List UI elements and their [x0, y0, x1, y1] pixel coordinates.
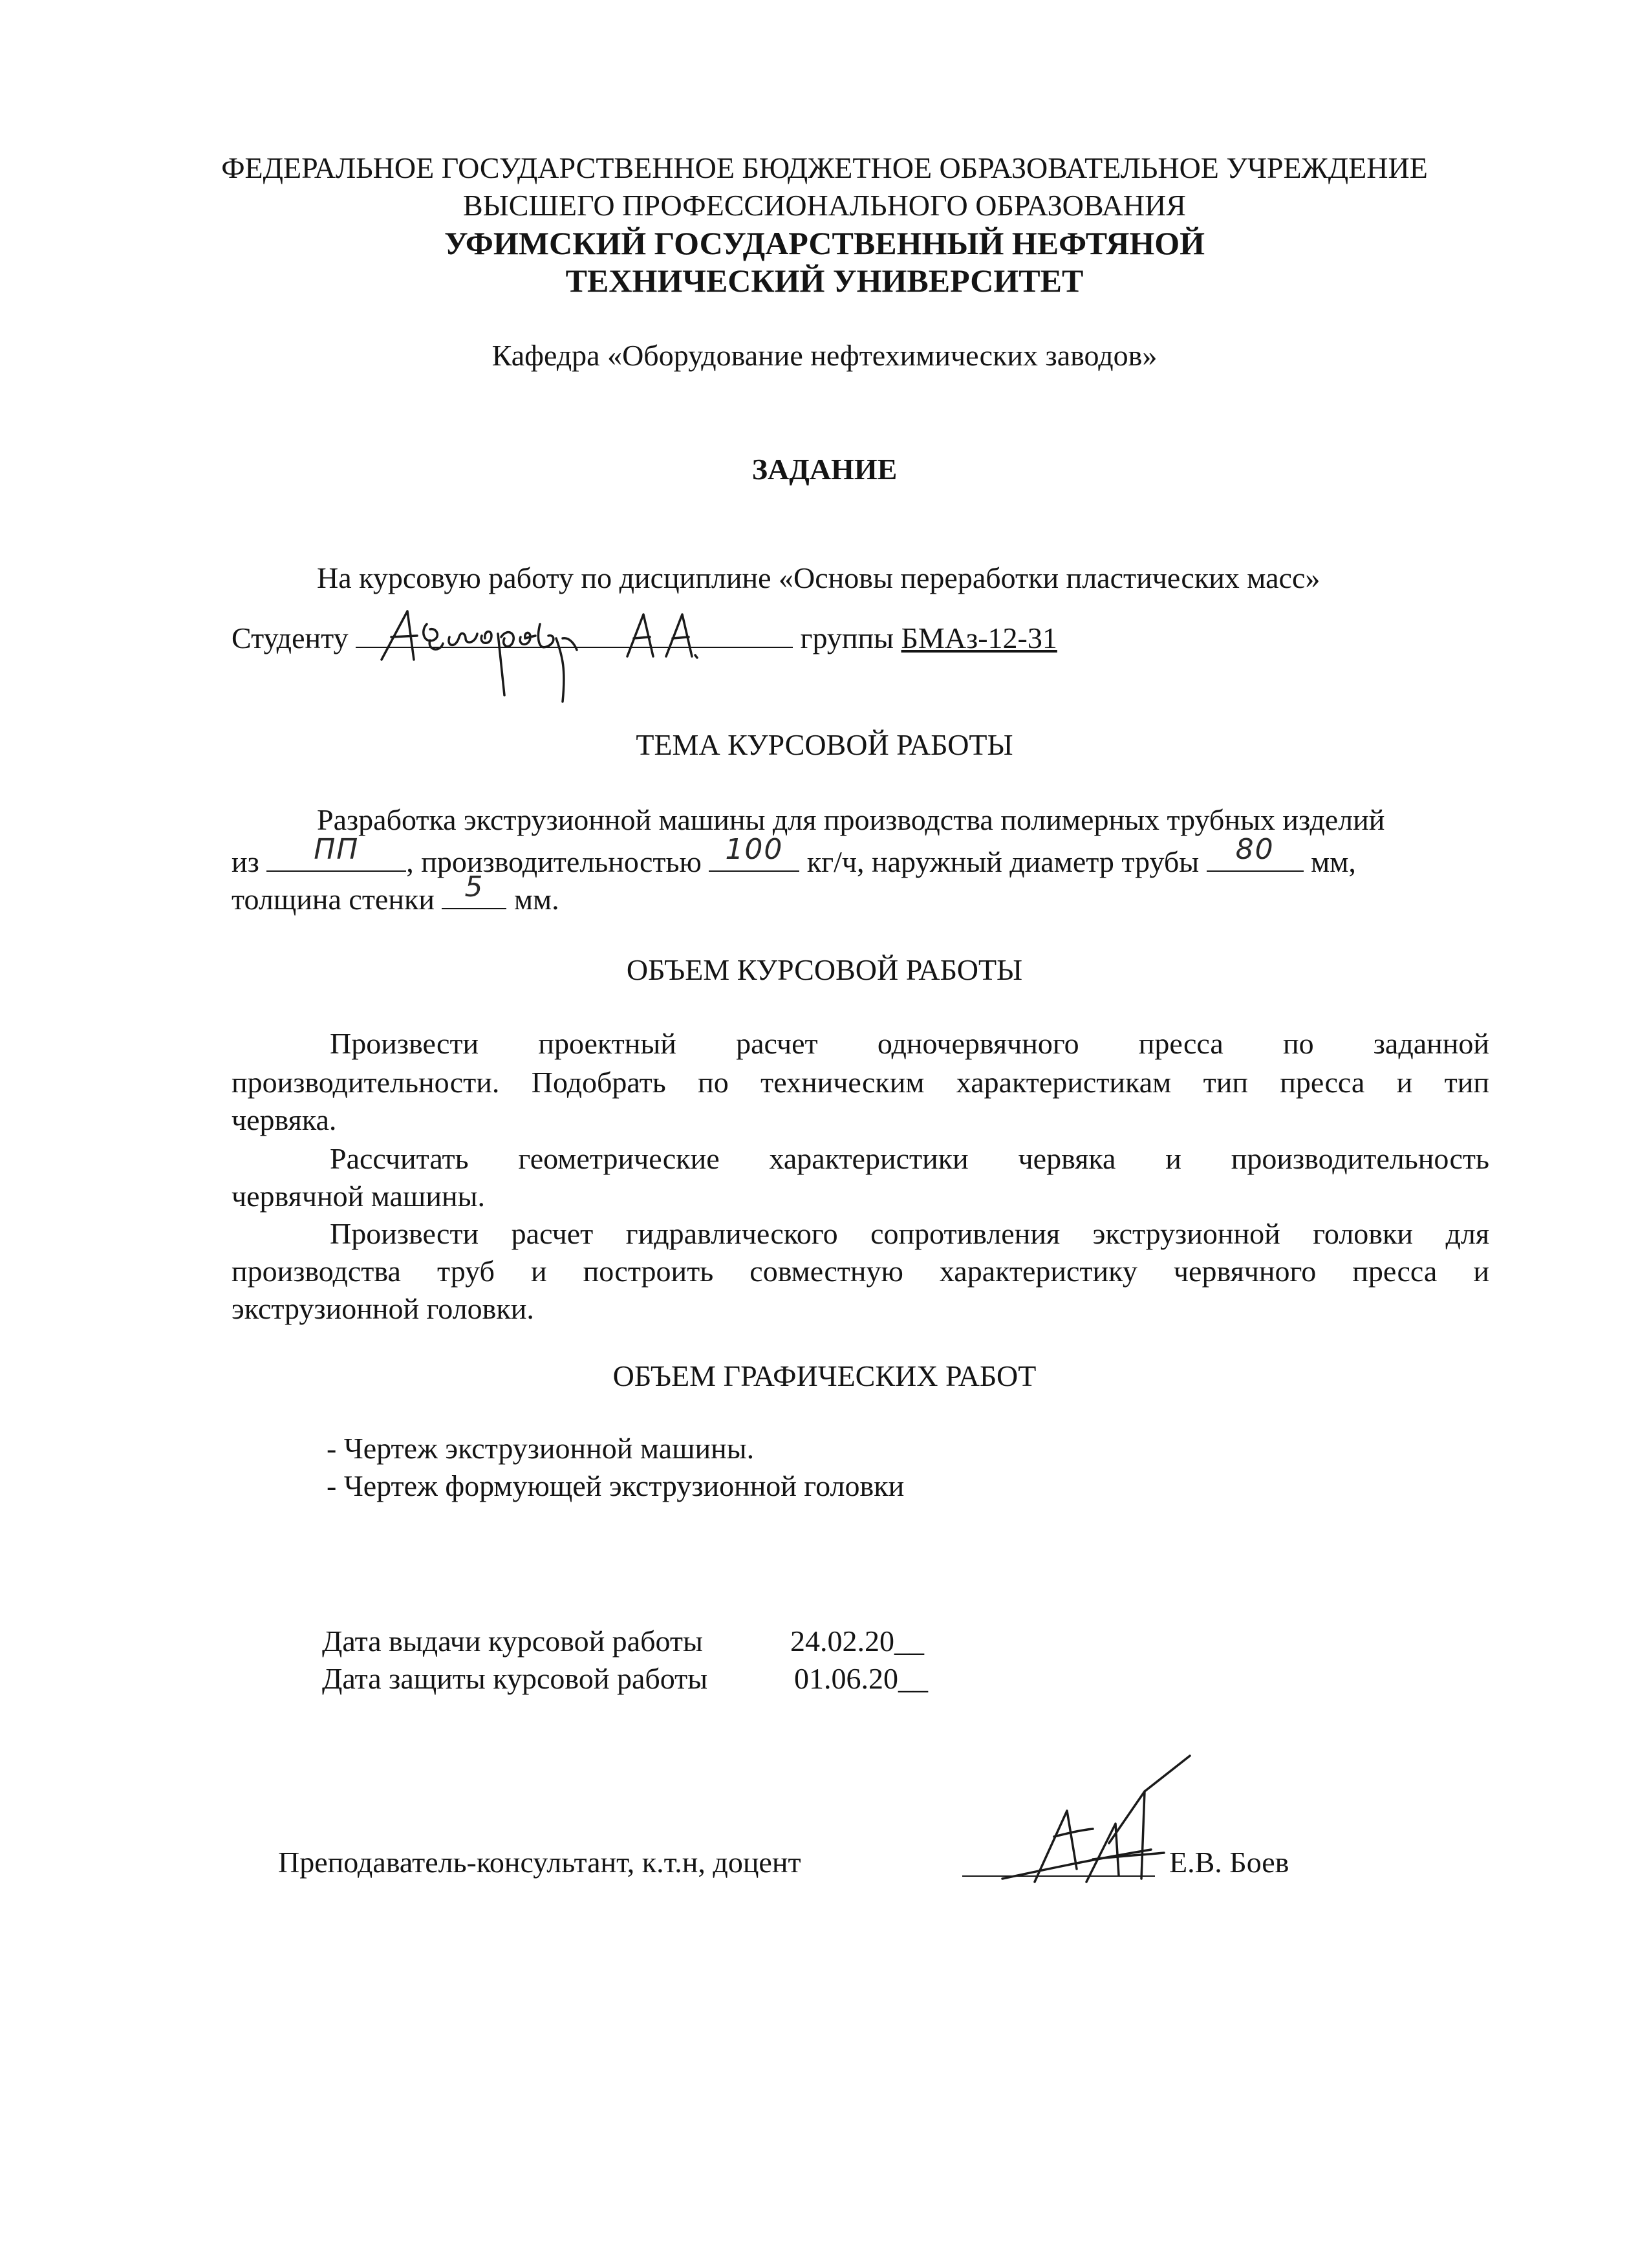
group-value: БМАз-12-31 [901, 621, 1057, 654]
issue-date-label: Дата выдачи курсовой работы [322, 1625, 703, 1658]
material-value: ПП [314, 833, 360, 866]
signature-name: Е.В. Боев [1169, 1846, 1289, 1879]
wall-value: 5 [464, 870, 484, 903]
diameter-unit: мм, [1311, 845, 1356, 878]
university-name-line2: ТЕХНИЧЕСКИЙ УНИВЕРСИТЕТ [565, 263, 1084, 299]
group-label: группы [800, 621, 894, 654]
material-field [266, 833, 406, 872]
wall-label: толщина стенки [232, 883, 435, 916]
graphics-heading: ОБЪЕМ ГРАФИЧЕСКИХ РАБОТ [612, 1359, 1037, 1392]
graphics-item-2: - Чертеж формующей экструзионной головки [327, 1469, 905, 1502]
topic-line2 [232, 833, 1356, 880]
department: Кафедра «Оборудование нефтехимических заводов» [491, 339, 1158, 372]
topic-line3 [232, 870, 559, 918]
diameter-value: 80 [1235, 833, 1275, 866]
productivity-label: , производительностью [406, 845, 702, 878]
scope-p2-line1: Рассчитать геометрические характеристики червяка и производительность [330, 1142, 1489, 1175]
wall-unit: мм. [513, 883, 559, 916]
topic-line1: Разработка экструзионной машины для производства полимерных трубных изделий [317, 803, 1385, 836]
topic-heading: ТЕМА КУРСОВОЙ РАБОТЫ [636, 728, 1013, 761]
productivity-field [709, 833, 799, 872]
issue-date-value: 24.02.20__ [790, 1625, 924, 1658]
scope-p1-line3: червяка. [232, 1103, 337, 1136]
scope-p1-line1: Произвести проектный расчет одночервячного пресса по заданной [330, 1027, 1489, 1060]
productivity-unit: кг/ч, наружный диаметр трубы [806, 845, 1200, 878]
wall-field [442, 870, 506, 909]
student-label: Студенту [232, 621, 349, 654]
defense-date-label: Дата защиты курсовой работы [322, 1662, 708, 1695]
scope-p1-line2: производительности. Подобрать по техническим характеристикам тип пресса и тип [232, 1066, 1489, 1099]
scope-p2-line2: червячной машины. [232, 1180, 485, 1213]
student-name-handwriting [369, 598, 731, 708]
scope-p3-line1: Произвести расчет гидравлического сопротивления экструзионной головки для [330, 1217, 1489, 1250]
header-institution-line2: ВЫСШЕГО ПРОФЕССИОНАЛЬНОГО ОБРАЗОВАНИЯ [463, 189, 1186, 222]
university-name-line1: УФИМСКИЙ ГОСУДАРСТВЕННЫЙ НЕФТЯНОЙ [444, 225, 1205, 261]
header-institution-line1: ФЕДЕРАЛЬНОЕ ГОСУДАРСТВЕННОЕ БЮДЖЕТНОЕ ОБРАЗОВАТЕЛЬНОЕ УЧРЕЖДЕНИЕ [221, 151, 1428, 184]
productivity-value: 100 [725, 833, 784, 866]
scope-p3-line2: производства труб и построить совместную характеристику червячного пресса и [232, 1255, 1489, 1288]
scope-p3-line3: экструзионной головки. [232, 1292, 534, 1325]
signature-role: Преподаватель-консультант, к.т.н, доцент [278, 1846, 801, 1879]
defense-date-value: 01.06.20__ [794, 1662, 928, 1695]
scope-heading: ОБЪЕМ КУРСОВОЙ РАБОТЫ [626, 953, 1023, 986]
graphics-item-1: - Чертеж экструзионной машины. [327, 1432, 755, 1465]
diameter-field [1207, 833, 1304, 872]
from-label: из [232, 845, 259, 878]
page-title: ЗАДАНИЕ [751, 453, 898, 486]
assignment-intro: На курсовую работу по дисциплине «Основы переработки пластических масс» [317, 561, 1320, 594]
